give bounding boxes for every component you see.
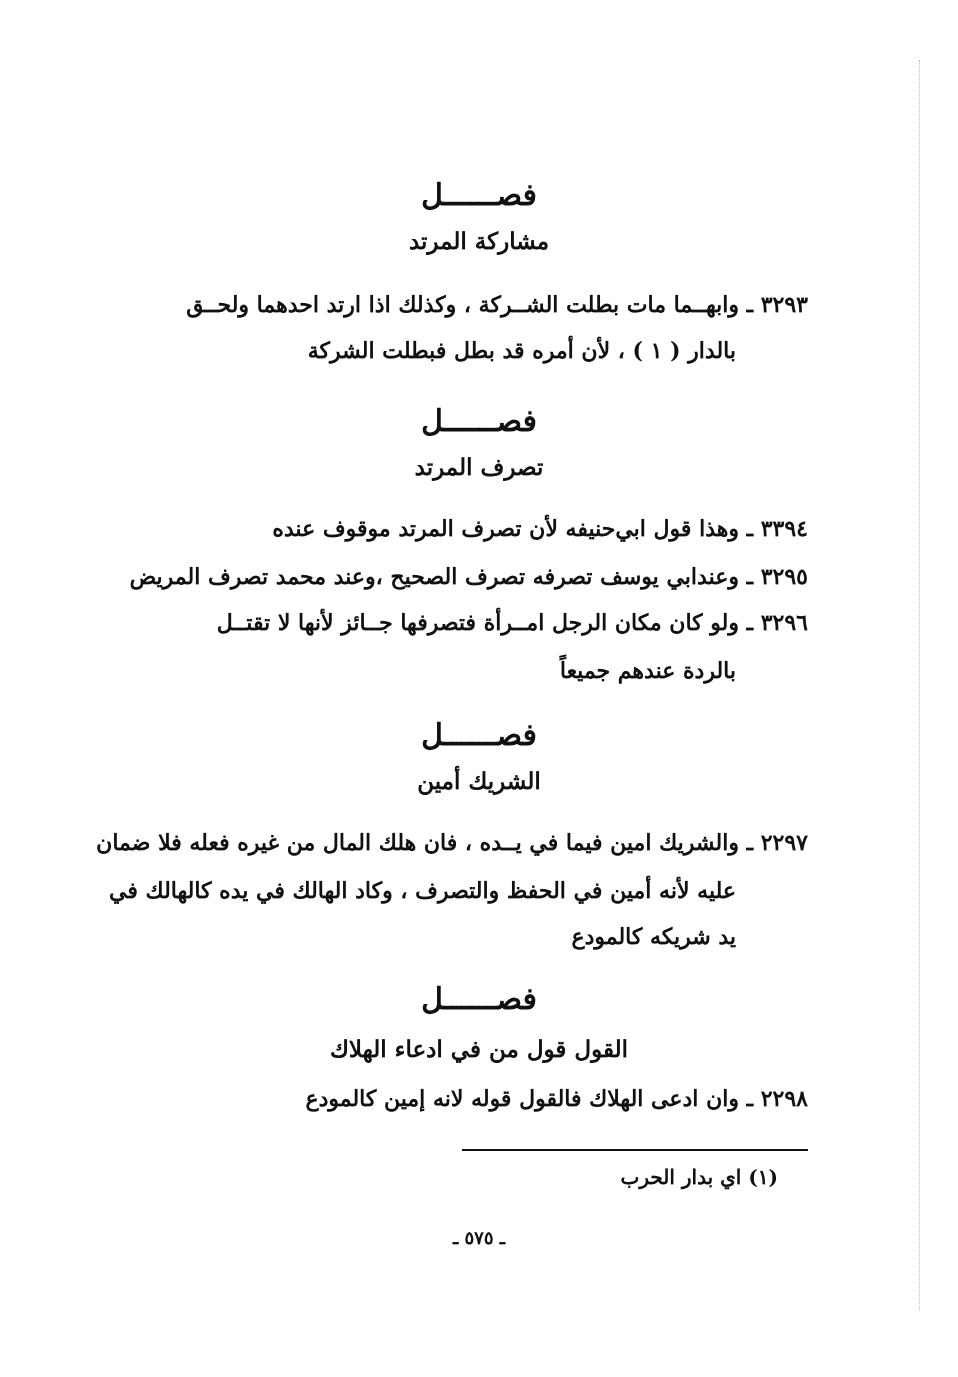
paragraph-line: ٢٢٩٧ ـ والشريك امين فيما في يــده ، فان هلك المال من غيره فعله فلا ضمان <box>96 830 808 856</box>
section-subheading: تصرف المرتد <box>414 454 544 481</box>
footnote-separator <box>462 1149 808 1151</box>
section-heading: فصــــــل <box>421 404 537 439</box>
paragraph-line: بالدار ( ١ ) ، لأن أمره قد بطل فبطلت الشركة <box>307 338 736 364</box>
paragraph-line: يد شريكه كالمودع <box>571 924 736 950</box>
paragraph-line: ٣٢٩٦ ـ ولو كان مكان الرجل امــرأة فتصرفها جــائز لأنها لا تقتــل <box>216 610 808 636</box>
paragraph-line: ٣٢٩٣ ـ وابهــما مات بطلت الشــركة ، وكذلك اذا ارتد احدهما ولحــق <box>186 292 808 318</box>
paragraph-line: عليه لأنه أمين في الحفظ والتصرف ، وكاد الهالك في يده كالهالك في <box>109 878 736 904</box>
section-heading: فصــــــل <box>421 718 537 753</box>
paragraph-line: بالردة عندهم جميعاً <box>559 658 736 684</box>
paragraph-line: ٢٢٩٨ ـ وان ادعى الهلاك فالقول قوله لانه إمين كالمودع <box>305 1086 808 1112</box>
footnote: (١) اي بدار الحرب <box>620 1165 778 1189</box>
page-number: ـ ٥٧٥ ـ <box>452 1228 506 1249</box>
paragraph-line: ٣٢٩٥ ـ وعندابي يوسف تصرفه تصرف الصحيح ،وعند محمد تصرف المريض <box>129 564 808 590</box>
paragraph-line: ٣٣٩٤ ـ وهذا قول ابي‌حنيفه لأن تصرف المرتد موقوف عنده <box>272 516 808 542</box>
section-heading: فصــــــل <box>421 982 537 1017</box>
section-subheading: القول قول من في ادعاء الهلاك <box>329 1036 629 1063</box>
section-heading: فصــــــل <box>421 178 537 213</box>
section-subheading: مشاركة المرتد <box>408 228 550 255</box>
section-subheading: الشريك أمين <box>417 768 541 795</box>
